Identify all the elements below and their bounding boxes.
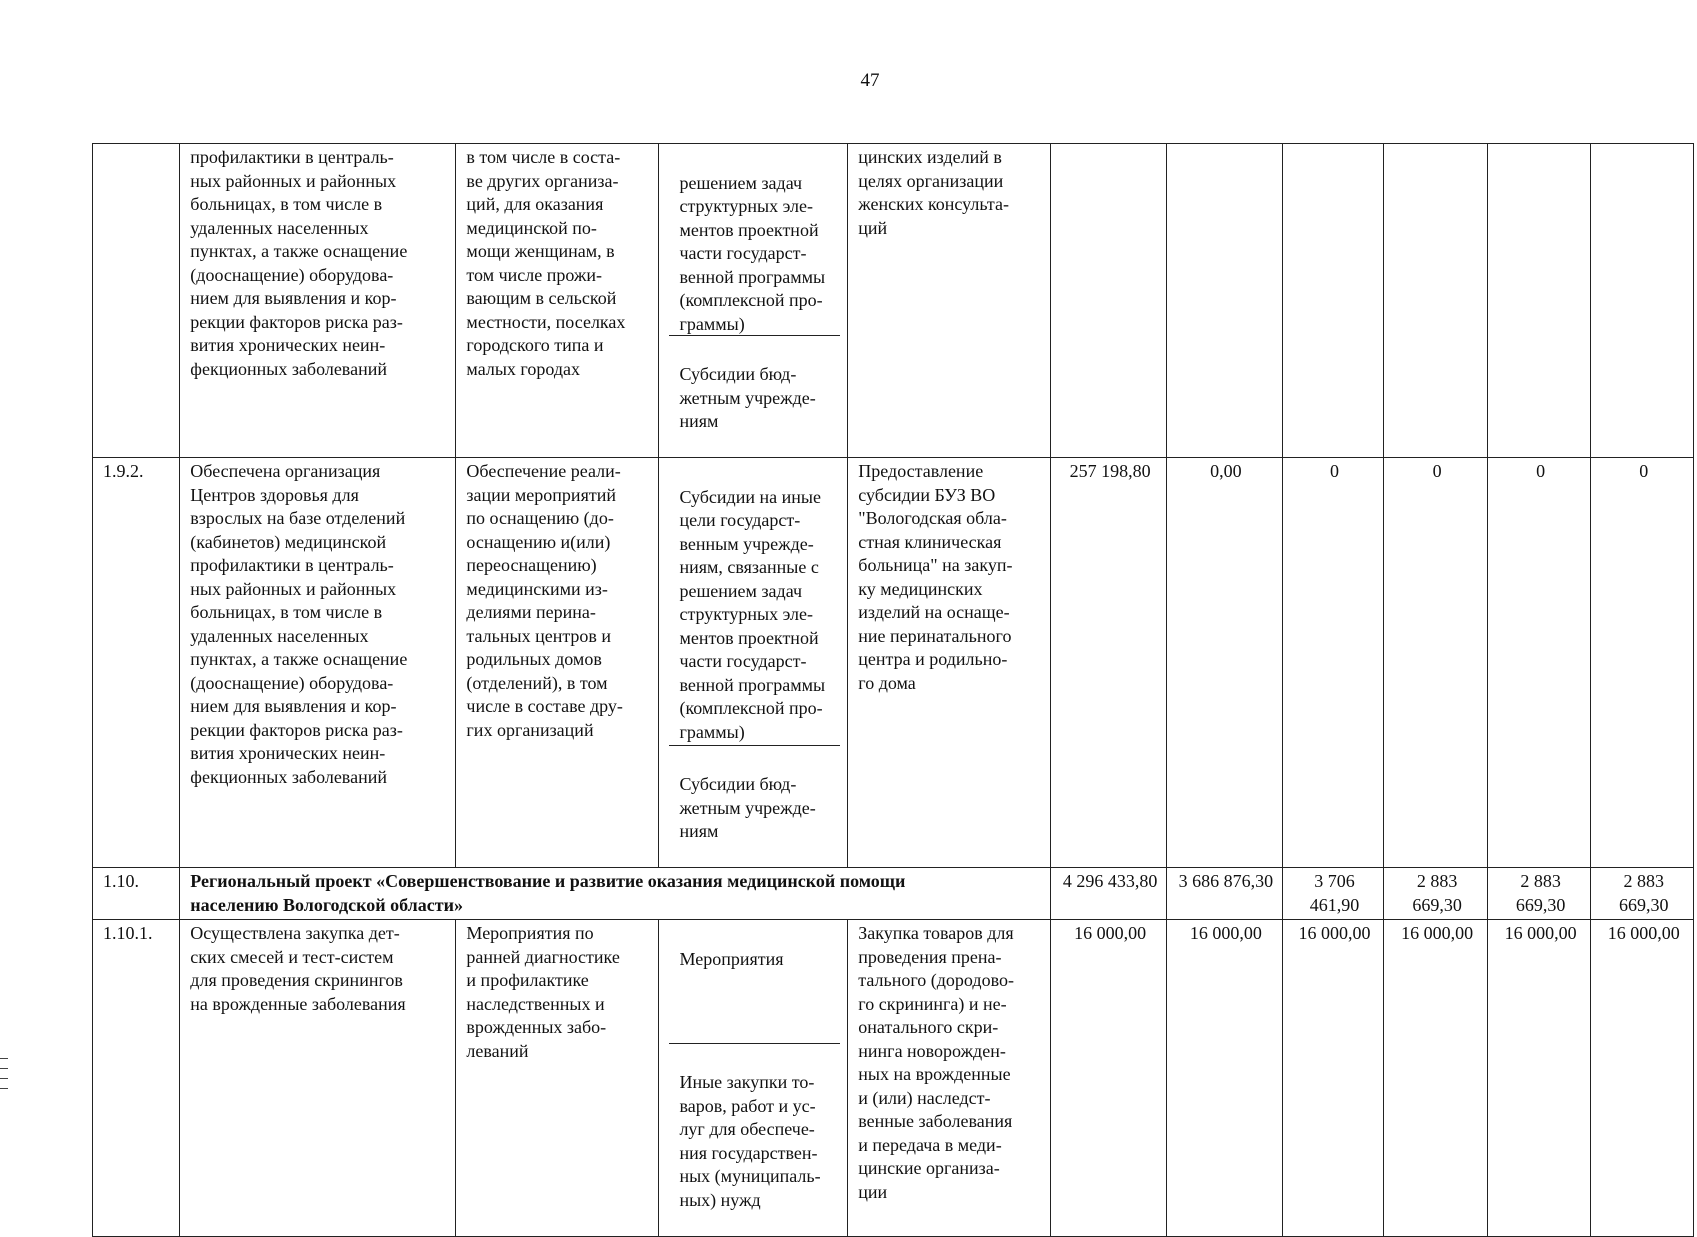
result-cell: Обеспечена организация Центров здоровья для взрослых на базе отделений (кабинетов) медицинской профилактики в централь- ных районных и районных больницах, в том числе в удаленных населенных пунктах, а также оснащение (дооснащение) оборудова- нием для выявления и кор- рекции факторов риска раз- вития хронических неин- фекционных заболеваний — [180, 458, 456, 868]
value-cell: 2 883 669,30 — [1384, 868, 1488, 920]
expense-type-top: решением задач структурных эле- ментов проектной части государст- венной программы (комплексной про- граммы) — [669, 170, 840, 336]
expense-type-bottom: Субсидии бюд- жетным учрежде- ниям — [679, 774, 816, 841]
value-cell: 16 000,00 — [1282, 920, 1384, 1237]
description-cell: Закупка товаров для проведения прена- тального (дородово- го скрининга) и не- онатального скри- нинга новорожден- ных на врожденные и (или) наследст- венные заболевания и передача в меди- цинские организа- ции — [848, 920, 1051, 1237]
table-row — [93, 458, 1694, 868]
expense-type-bottom: Субсидии бюд- жетным учрежде- ниям — [679, 364, 816, 431]
value-cell: 0 — [1384, 458, 1488, 868]
measure-cell: Обеспечение реали- зации мероприятий по оснащению (до- оснащению и(или) переоснащению) медицинскими из- делиями перина- тальных центров и родильных домов (отделений), в том числе в составе дру- гих организаций — [456, 458, 659, 868]
value-cell: 16 000,00 — [1591, 920, 1694, 1237]
margin-tick — [0, 1068, 8, 1078]
value-cell: 3 686 876,30 — [1167, 868, 1283, 920]
expense-type-top: Мероприятия — [669, 946, 840, 1044]
value-cell: 4 296 433,80 — [1051, 868, 1167, 920]
value-cell: 0 — [1282, 458, 1384, 868]
value-cell: 0 — [1487, 458, 1591, 868]
value-cell: 16 000,00 — [1051, 920, 1167, 1237]
value-cell: 2 883 669,30 — [1591, 868, 1694, 920]
value-cell: 2 883 669,30 — [1487, 868, 1591, 920]
value-cell — [1384, 144, 1488, 458]
expense-type-top: Субсидии на иные цели государст- венным учрежде- ниям, связанные с решением задач структурных эле- ментов проектной части государст- венной программы (комплексной про- граммы) — [669, 484, 840, 746]
expense-type-cell — [659, 144, 848, 458]
expense-type-cell — [659, 920, 848, 1237]
margin-marks — [0, 1058, 8, 1108]
table-row — [93, 144, 1694, 458]
table-row — [93, 868, 1694, 920]
description-cell: Предоставление субсидии БУЗ ВО "Вологодская обла- стная клиническая больница" на закуп- ку медицинских изделий на оснаще- ние перинатального центра и родильно- го дома — [848, 458, 1051, 868]
value-cell: 16 000,00 — [1487, 920, 1591, 1237]
project-title: Региональный проект «Совершенствование и развитие оказания медицинской помощи населению Вологодской области» — [180, 868, 1051, 920]
value-cell: 16 000,00 — [1384, 920, 1488, 1237]
value-cell — [1591, 144, 1694, 458]
table-row — [93, 920, 1694, 1237]
measure-cell: Мероприятия по ранней диагностике и профилактике наследственных и врожденных забо- леваний — [456, 920, 659, 1237]
row-code: 1.10. — [93, 868, 180, 920]
row-code: 1.9.2. — [93, 458, 180, 868]
margin-tick — [0, 1078, 8, 1088]
margin-tick — [0, 1088, 8, 1098]
row-code — [93, 144, 180, 458]
expense-type-cell — [659, 458, 848, 868]
expense-type-bottom: Иные закупки то- варов, работ и ус- луг для обеспече- ния государствен- ных (муниципаль- ных) нужд — [679, 1072, 821, 1210]
measure-cell: в том числе в соста- ве других организа- ций, для оказания медицинской по- мощи женщинам, в том числе прожи- вающим в сельской местности, поселках городского типа и малых городах — [456, 144, 659, 458]
value-cell: 3 706 461,90 — [1282, 868, 1384, 920]
value-cell — [1051, 144, 1167, 458]
description-cell: цинских изделий в целях организации женских консульта- ций — [848, 144, 1051, 458]
result-cell: Осуществлена закупка дет- ских смесей и тест-систем для проведения скринингов на врожденные заболевания — [180, 920, 456, 1237]
budget-table — [92, 143, 1694, 1237]
value-cell: 16 000,00 — [1167, 920, 1283, 1237]
value-cell — [1487, 144, 1591, 458]
value-cell: 0 — [1591, 458, 1694, 868]
page-number: 47 — [860, 70, 880, 91]
value-cell: 0,00 — [1167, 458, 1283, 868]
result-cell: профилактики в централь- ных районных и районных больницах, в том числе в удаленных населенных пунктах, а также оснащение (дооснащение) оборудова- нием для выявления и кор- рекции факторов риска раз- вития хронических неин- фекционных заболеваний — [180, 144, 456, 458]
value-cell — [1167, 144, 1283, 458]
row-code: 1.10.1. — [93, 920, 180, 1237]
value-cell — [1282, 144, 1384, 458]
margin-tick — [0, 1058, 8, 1068]
value-cell: 257 198,80 — [1051, 458, 1167, 868]
